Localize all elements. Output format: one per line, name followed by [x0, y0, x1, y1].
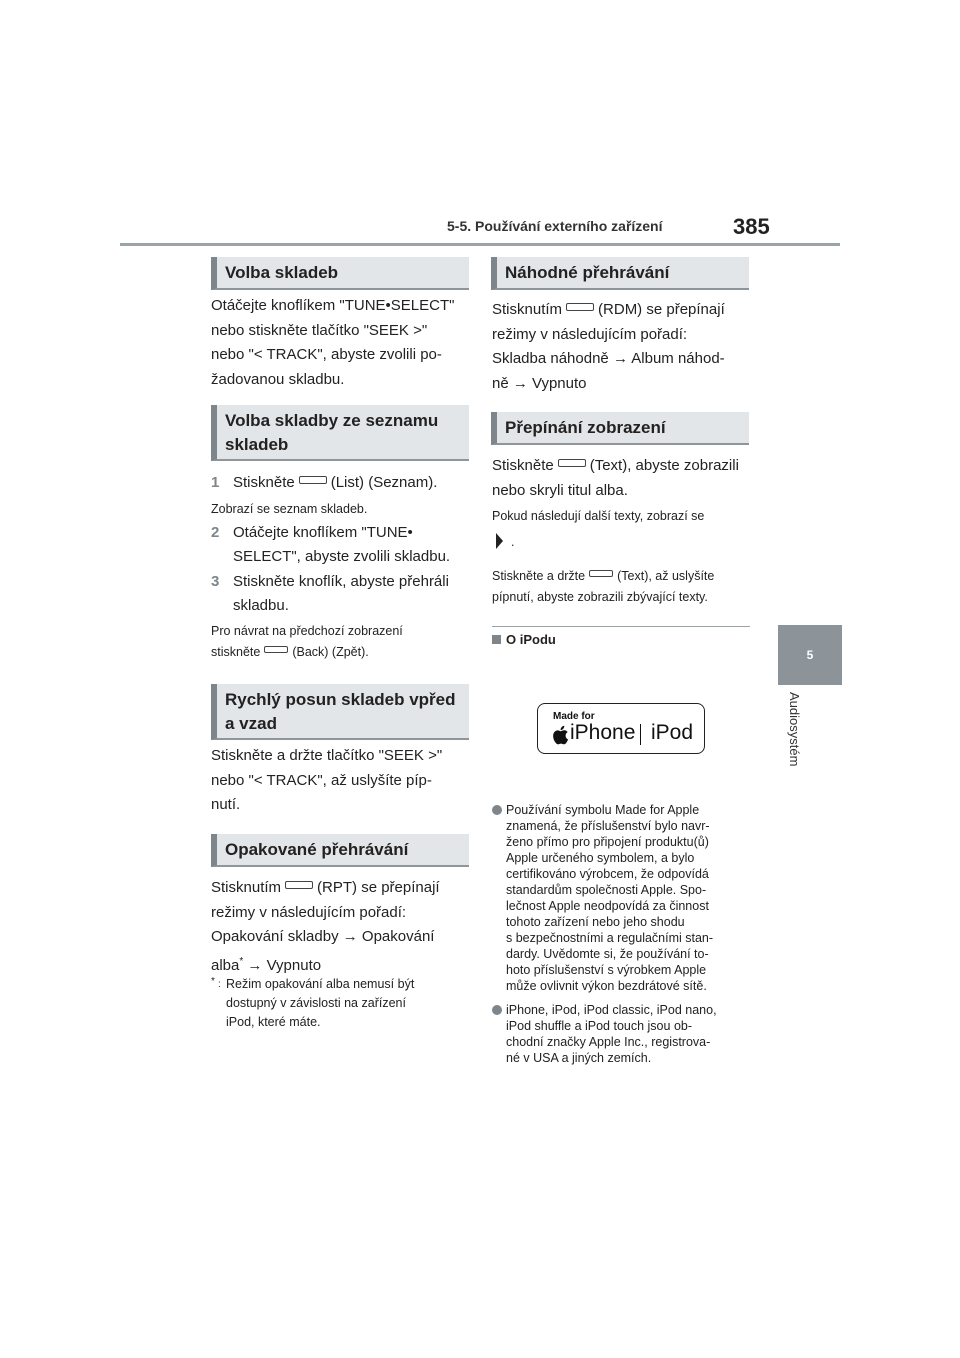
- text-line: ně → Vypnuto: [492, 374, 587, 392]
- bullet-line: Apple určeného symbolem, a bylo: [506, 851, 695, 865]
- bullet-line: chodní značky Apple Inc., registrova-: [506, 1035, 711, 1049]
- paragraph-opakovane: [211, 876, 481, 978]
- step-text: (List) (Seznam).: [330, 474, 438, 491]
- text-line: nebo "< TRACK", až uslyšíte píp-: [211, 771, 432, 789]
- chapter-label: [777, 692, 843, 792]
- heading-opakovane: Opakované přehrávání: [211, 834, 469, 867]
- heading-rychly-posun: [211, 684, 469, 740]
- text: Stisknutím: [492, 301, 563, 318]
- text-line: nutí.: [211, 796, 241, 813]
- bullet-icon: [492, 805, 502, 815]
- note-text: stiskněte: [211, 645, 261, 659]
- step-text: Otáčejte knoflíkem "TUNE•: [233, 524, 413, 541]
- text: (Text), abyste zobrazili: [589, 457, 739, 474]
- text: .: [511, 535, 515, 549]
- footnote: [226, 975, 476, 1032]
- made-for-iphone-ipod-logo: [537, 703, 705, 754]
- bullet-line: znamená, že příslušenství bylo navr-: [506, 819, 710, 833]
- subheading-text: O iPodu: [506, 632, 556, 647]
- text-line: nebo stiskněte tlačítko "SEEK >": [211, 321, 428, 339]
- step-text: Stiskněte: [233, 474, 295, 491]
- bullet-line: ženo přímo pro připojení produktu(ů): [506, 835, 709, 849]
- logo-made-for: Made for: [553, 711, 595, 722]
- footnote-line: iPod, které máte.: [226, 1015, 321, 1029]
- step-text: SELECT", abyste zvolili skladbu.: [233, 548, 451, 565]
- rpt-button-icon: [285, 881, 313, 889]
- bullet-line: iPhone, iPod, iPod classic, iPod nano,: [506, 1003, 717, 1017]
- bullet-line: hoto příslušenství s výrobkem Apple: [506, 963, 707, 977]
- heading-nahodne: Náhodné přehrávání: [491, 257, 749, 290]
- step-1-note: Zobrazí se seznam skladeb.: [211, 502, 368, 516]
- bullet-line: certifikováno výrobcem, že odpovídá: [506, 867, 709, 881]
- divider: [492, 626, 750, 627]
- bullet-line: Používání symbolu Made for Apple: [506, 803, 700, 817]
- step-2: [211, 521, 481, 571]
- text-line: pípnutí, abyste zobrazili zbývající texty.: [492, 590, 708, 604]
- note-hold-text: [492, 566, 757, 608]
- header-rule: [120, 243, 840, 246]
- logo-separator: [640, 724, 641, 745]
- section-title: 5-5. Používání externího zařízení: [447, 218, 663, 234]
- rdm-button-icon: [566, 303, 594, 311]
- list-button-icon: [299, 476, 327, 484]
- heading-prepinani: Přepínání zobrazení: [491, 412, 749, 445]
- bullet-line: iPod shuffle a iPod touch jsou ob-: [506, 1019, 693, 1033]
- footnote-line: Režim opakování alba nemusí být: [226, 977, 415, 991]
- paragraph-nahodne: [492, 298, 757, 396]
- step-number: 3: [211, 573, 220, 590]
- text-line: Stiskněte a držte tlačítko "SEEK >": [211, 747, 443, 764]
- note-text: (Back) (Zpět).: [292, 645, 369, 659]
- bullet-line: tohoto zařízení nebo jeho shodu: [506, 915, 685, 929]
- text: alba: [211, 956, 240, 974]
- bullet-icon: [492, 1005, 502, 1015]
- text-button-icon: [558, 459, 586, 467]
- step-3: [211, 570, 481, 620]
- step-number: 1: [211, 474, 220, 491]
- step-number: 2: [211, 524, 220, 541]
- logo-iphone: iPhone: [570, 721, 636, 744]
- heading-line: skladeb: [225, 435, 289, 454]
- paragraph-volba-skladeb: [211, 294, 481, 392]
- bullet-line: může ovlivnit výkon bezdrátové sítě.: [506, 979, 707, 993]
- text-line: Skladba náhodně → Album náhod-: [492, 350, 725, 367]
- text-button-icon: [589, 570, 613, 577]
- bullet-line: né v USA a jiných zemích.: [506, 1051, 652, 1065]
- paragraph-prepinani: [492, 454, 757, 503]
- footnote-marker: *: [211, 976, 215, 987]
- paragraph-rychly-posun: [211, 744, 481, 818]
- text: Stisknutím: [211, 879, 282, 896]
- note-more-text: Pokud následují další texty, zobrazí se: [492, 509, 705, 523]
- apple-icon: [552, 725, 569, 745]
- bullet-made-for-apple: [492, 802, 757, 997]
- step-text: Stiskněte knoflík, abyste přehráli: [233, 573, 449, 590]
- footnote-marker: *: [239, 955, 244, 967]
- text: Stiskněte: [492, 457, 554, 474]
- bullet-line: dardy. Uvědomte si, že používání to-: [506, 947, 709, 961]
- back-button-icon: [264, 646, 288, 653]
- page-number: 385: [733, 214, 770, 239]
- heading-line: Volba skladby ze seznamu: [225, 411, 439, 430]
- text-line: režimy v následujícím pořadí:: [492, 325, 688, 343]
- text: (RDM) se přepínají: [598, 301, 725, 318]
- logo-ipod: iPod: [651, 721, 694, 744]
- square-bullet-icon: [492, 635, 501, 644]
- heading-line: Rychlý posun skladeb vpřed: [225, 690, 456, 709]
- bullet-trademarks: [492, 1002, 757, 1068]
- text-line: nebo "< TRACK", abyste zvolili po-: [211, 346, 442, 363]
- heading-volba-skladeb: Volba skladeb: [211, 257, 469, 290]
- subheading-o-ipodu: [492, 632, 556, 647]
- text-line: režimy v následujícím pořadí:: [211, 903, 407, 921]
- text-line: žadovanou skladbu.: [211, 370, 345, 388]
- text: (RPT) se přepínají: [317, 879, 440, 896]
- footnote-line: dostupný v závislosti na zařízení: [226, 996, 406, 1010]
- chapter-number: 5: [806, 648, 814, 662]
- bullet-line: lečnost Apple neodpovídá za činnost: [506, 899, 709, 913]
- text-line: nebo skryli titul alba.: [492, 481, 628, 499]
- step-text: skladbu.: [233, 597, 289, 614]
- note-line: Pro návrat na předchozí zobrazení: [211, 624, 403, 638]
- text: → Vypnuto: [243, 956, 322, 974]
- text: Stiskněte a držte: [492, 569, 586, 583]
- bullet-line: s bezpečnostními a regulačními stan-: [506, 931, 714, 945]
- note-more-text-icon-line: [492, 532, 514, 553]
- back-note: [211, 621, 481, 663]
- text: (Text), až uslyšíte: [617, 569, 715, 583]
- heading-volba-ze-seznamu: [211, 405, 469, 461]
- chapter-label-text: Audiosystém: [787, 692, 802, 767]
- step-1: [211, 471, 481, 495]
- heading-line: a vzad: [225, 714, 277, 733]
- bullet-line: standardům společnosti Apple. Spo-: [506, 883, 707, 897]
- chapter-tab: [778, 625, 842, 685]
- text-line: Opakování skladby → Opakování: [211, 928, 435, 945]
- more-text-arrow-icon: [496, 533, 503, 549]
- text-line: Otáčejte knoflíkem "TUNE•SELECT": [211, 297, 455, 314]
